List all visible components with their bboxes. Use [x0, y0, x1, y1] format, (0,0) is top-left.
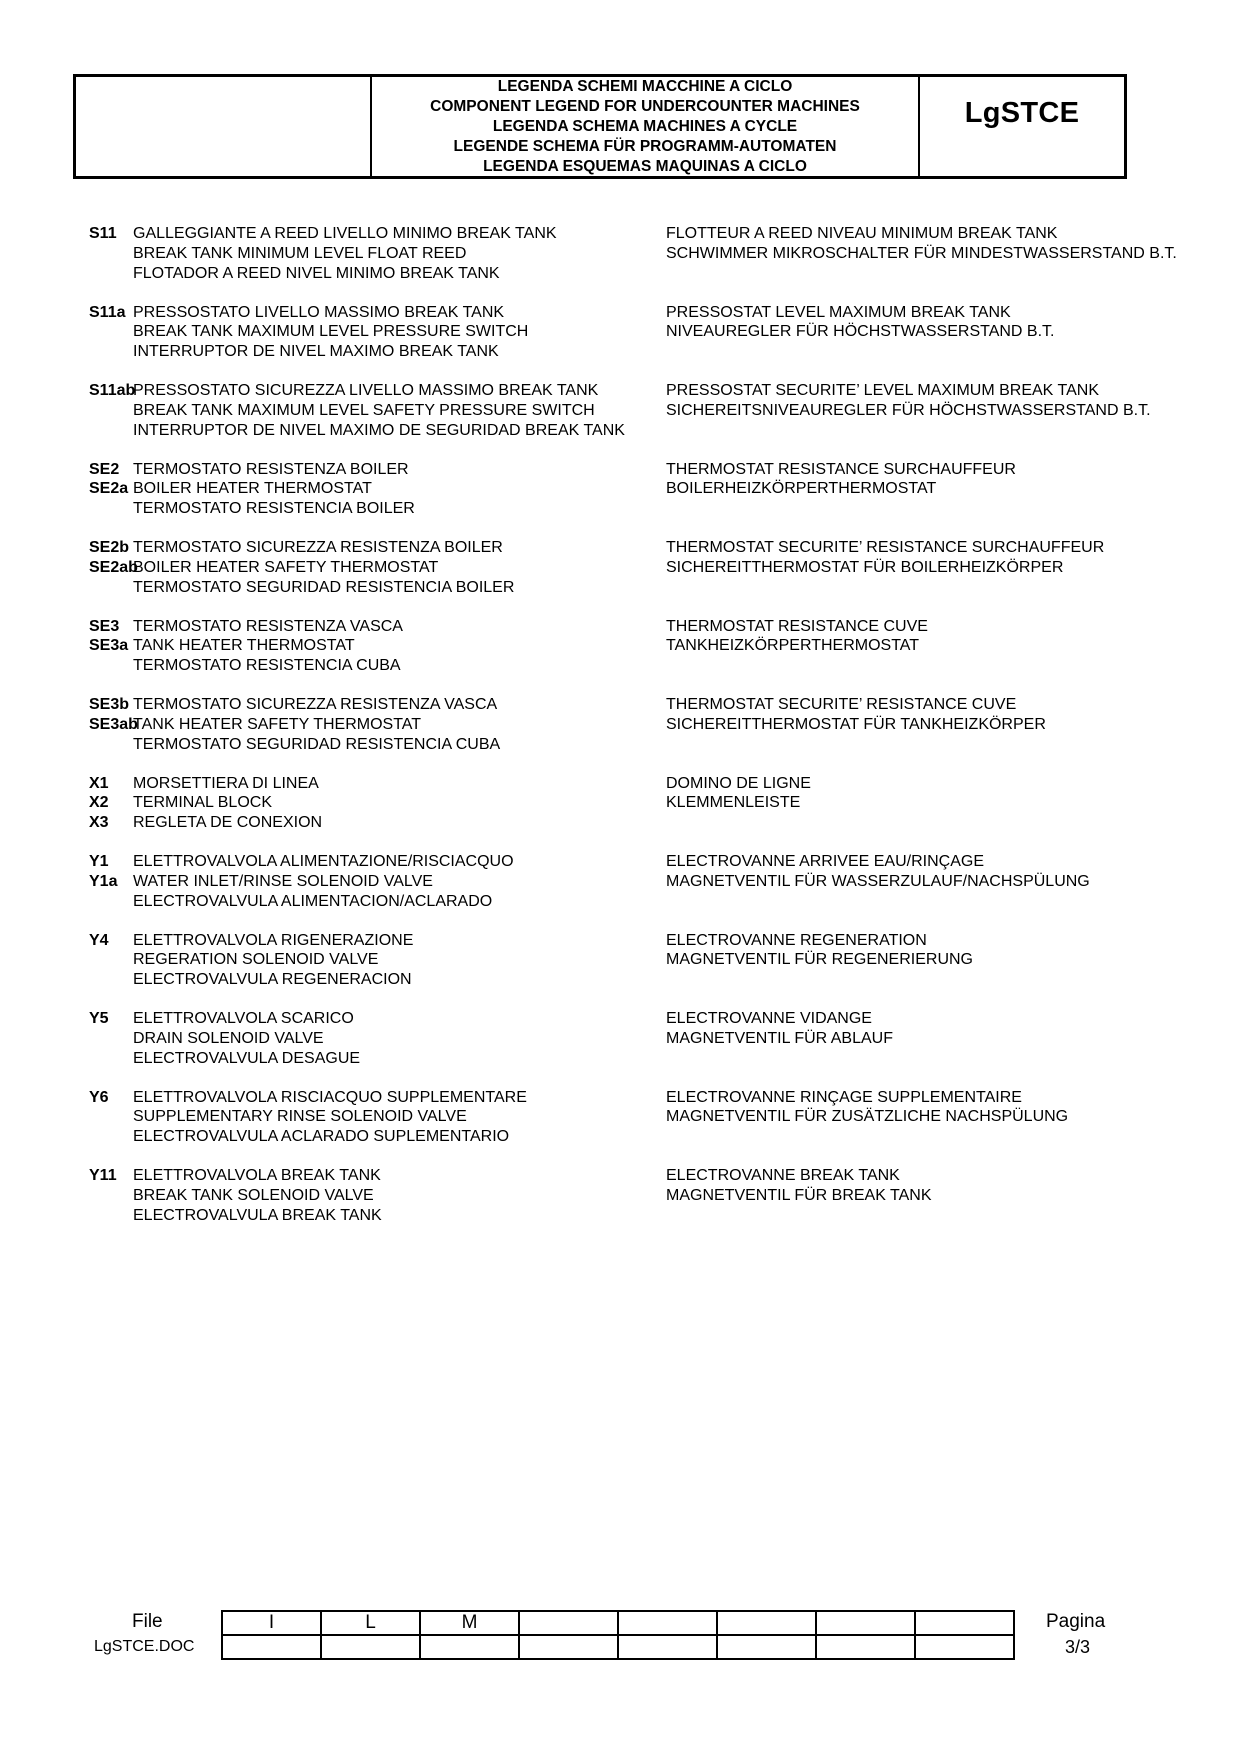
document-header	[73, 74, 1127, 179]
legend-entry	[89, 1088, 1229, 1167]
translation-line: SICHEREITTHERMOSTAT FÜR TANKHEIZKÖRPER	[666, 715, 1046, 733]
component-legend	[89, 224, 1229, 1245]
legend-entry	[89, 852, 1229, 931]
translation-line: SCHWIMMER MIKROSCHALTER FÜR MINDESTWASSERSTAND B.T.	[666, 244, 1177, 262]
revision-value-cell	[420, 1635, 519, 1659]
translation-line: PRESSOSTAT LEVEL MAXIMUM BREAK TANK	[666, 303, 1011, 321]
translation-line: MAGNETVENTIL FÜR BREAK TANK	[666, 1186, 932, 1204]
description-line: BREAK TANK MINIMUM LEVEL FLOAT REED	[133, 244, 467, 262]
description-line: WATER INLET/RINSE SOLENOID VALVE	[133, 872, 433, 890]
component-code: Y1a	[89, 872, 118, 890]
description-line: ELETTROVALVOLA RIGENERAZIONE	[133, 931, 414, 949]
legend-entry	[89, 303, 1229, 382]
component-codes	[89, 460, 139, 500]
component-codes	[89, 1166, 139, 1186]
component-code: Y1	[89, 853, 109, 870]
component-codes	[89, 931, 139, 951]
description-line: BREAK TANK MAXIMUM LEVEL PRESSURE SWITCH	[133, 323, 529, 341]
translation-line: KLEMMENLEISTE	[666, 794, 801, 812]
component-translation	[666, 931, 1226, 971]
revision-value-row	[222, 1635, 1014, 1659]
description-line: DRAIN SOLENOID VALVE	[133, 1029, 324, 1047]
description-line: TERMOSTATO RESISTENCIA CUBA	[133, 657, 401, 675]
description-line: REGERATION SOLENOID VALVE	[133, 951, 379, 969]
description-line: TERMOSTATO RESISTENCIA BOILER	[133, 500, 415, 518]
description-line: PRESSOSTATO LIVELLO MASSIMO BREAK TANK	[133, 303, 505, 321]
description-line: BREAK TANK SOLENOID VALVE	[133, 1186, 374, 1204]
component-code: S11ab	[89, 382, 136, 399]
component-codes	[89, 617, 139, 657]
component-code: Y5	[89, 1010, 109, 1027]
component-translation	[666, 538, 1226, 578]
legend-entry	[89, 695, 1229, 774]
header-title-en: COMPONENT LEGEND FOR UNDERCOUNTER MACHINES	[430, 98, 860, 115]
description-line: ELECTROVALVULA REGENERACION	[133, 971, 412, 989]
component-translation	[666, 774, 1226, 814]
component-description	[133, 538, 663, 597]
revision-value-cell	[717, 1635, 816, 1659]
revision-header-cell: L	[321, 1611, 420, 1635]
description-line: BOILER HEATER SAFETY THERMOSTAT	[133, 558, 439, 576]
component-code: SE3	[89, 617, 120, 635]
description-line: TERMOSTATO SICUREZZA RESISTENZA BOILER	[133, 539, 503, 556]
component-code: X2	[89, 794, 109, 812]
translation-line: THERMOSTAT SECURITE’ RESISTANCE SURCHAUFFEUR	[666, 539, 1105, 556]
translation-line: ELECTROVANNE BREAK TANK	[666, 1167, 900, 1184]
description-line: BOILER HEATER THERMOSTAT	[133, 480, 372, 498]
translation-line: SICHEREITTHERMOSTAT FÜR BOILERHEIZKÖRPER	[666, 558, 1064, 576]
translation-line: ELECTROVANNE VIDANGE	[666, 1010, 872, 1027]
translation-line: THERMOSTAT RESISTANCE CUVE	[666, 617, 928, 635]
component-codes	[89, 774, 139, 833]
translation-line: DOMINO DE LIGNE	[666, 774, 811, 792]
header-title-cell	[372, 77, 920, 176]
description-line: TERMOSTATO SICUREZZA RESISTENZA VASCA	[133, 696, 498, 713]
description-line: SUPPLEMENTARY RINSE SOLENOID VALVE	[133, 1108, 467, 1126]
component-description	[133, 774, 663, 833]
translation-line: THERMOSTAT RESISTANCE SURCHAUFFEUR	[666, 460, 1016, 478]
description-line: TERMOSTATO RESISTENZA VASCA	[133, 617, 403, 635]
translation-line: TANKHEIZKÖRPERTHERMOSTAT	[666, 637, 920, 655]
revision-header-cell	[717, 1611, 816, 1635]
revision-table	[221, 1610, 1015, 1660]
file-name: LgSTCE.DOC	[94, 1638, 195, 1655]
legend-entry	[89, 617, 1229, 696]
revision-header-cell	[816, 1611, 915, 1635]
revision-header-cell	[915, 1611, 1014, 1635]
description-line: TANK HEATER SAFETY THERMOSTAT	[133, 715, 422, 733]
component-translation	[666, 617, 1226, 657]
header-code-cell	[920, 77, 1124, 176]
component-code: SE3b	[89, 696, 130, 713]
component-codes	[89, 852, 139, 892]
description-line: REGLETA DE CONEXION	[133, 814, 323, 832]
component-code: SE2a	[89, 480, 129, 498]
component-codes	[89, 303, 139, 323]
revision-header-row	[222, 1611, 1014, 1635]
component-translation	[666, 381, 1226, 421]
component-code: SE2ab	[89, 558, 138, 576]
legend-entry	[89, 931, 1229, 1010]
component-translation	[666, 1009, 1226, 1049]
translation-line: MAGNETVENTIL FÜR ABLAUF	[666, 1029, 893, 1047]
description-line: TERMOSTATO RESISTENZA BOILER	[133, 460, 409, 478]
translation-line: MAGNETVENTIL FÜR ZUSÄTZLICHE NACHSPÜLUNG	[666, 1108, 1069, 1126]
revision-header-cell: M	[420, 1611, 519, 1635]
description-line: GALLEGGIANTE A REED LIVELLO MINIMO BREAK TANK	[133, 225, 557, 242]
translation-line: SICHEREITSNIVEAUREGLER FÜR HÖCHSTWASSERSTAND B.T.	[666, 401, 1151, 419]
revision-header-cell	[519, 1611, 618, 1635]
header-title-de: LEGENDE SCHEMA FÜR PROGRAMM-AUTOMATEN	[453, 138, 837, 155]
component-translation	[666, 303, 1226, 343]
header-title-it: LEGENDA SCHEMI MACCHINE A CICLO	[497, 78, 793, 95]
component-code: SE2	[89, 460, 120, 478]
component-codes	[89, 224, 139, 244]
component-code: SE3a	[89, 637, 129, 655]
revision-value-cell	[915, 1635, 1014, 1659]
translation-line: ELECTROVANNE REGENERATION	[666, 931, 927, 949]
translation-line: THERMOSTAT SECURITE’ RESISTANCE CUVE	[666, 696, 1017, 713]
description-line: ELECTROVALVULA BREAK TANK	[133, 1206, 382, 1224]
component-codes	[89, 538, 139, 578]
translation-line: NIVEAUREGLER FÜR HÖCHSTWASSERSTAND B.T.	[666, 323, 1055, 341]
component-description	[133, 695, 663, 754]
description-line: INTERRUPTOR DE NIVEL MAXIMO BREAK TANK	[133, 343, 499, 361]
revision-header-cell: I	[222, 1611, 321, 1635]
document-code: LgSTCE	[964, 97, 1080, 129]
description-line: ELECTROVALVULA ALIMENTACION/ACLARADO	[133, 892, 493, 910]
component-code: X1	[89, 774, 109, 792]
component-translation	[666, 1166, 1226, 1206]
description-line: ELETTROVALVOLA ALIMENTAZIONE/RISCIACQUO	[133, 853, 514, 870]
legend-entry	[89, 1166, 1229, 1245]
header-title-fr: LEGENDA SCHEMA MACHINES A CYCLE	[492, 118, 798, 135]
component-description	[133, 1009, 663, 1068]
legend-entry	[89, 774, 1229, 853]
component-translation	[666, 852, 1226, 892]
header-title-es: LEGENDA ESQUEMAS MAQUINAS A CICLO	[483, 158, 807, 175]
description-line: MORSETTIERA DI LINEA	[133, 774, 319, 792]
legend-entry	[89, 381, 1229, 460]
description-line: PRESSOSTATO SICUREZZA LIVELLO MASSIMO BREAK TANK	[133, 382, 599, 399]
translation-line: BOILERHEIZKÖRPERTHERMOSTAT	[666, 480, 937, 498]
description-line: ELECTROVALVULA ACLARADO SUPLEMENTARIO	[133, 1128, 510, 1146]
translation-line: ELECTROVANNE RINÇAGE SUPPLEMENTAIRE	[666, 1088, 1022, 1106]
component-code: SE3ab	[89, 715, 138, 733]
component-description	[133, 1088, 663, 1147]
translation-line: MAGNETVENTIL FÜR WASSERZULAUF/NACHSPÜLUNG	[666, 872, 1090, 890]
revision-value-cell	[618, 1635, 717, 1659]
component-code: SE2b	[89, 539, 130, 556]
document-footer	[0, 1606, 1240, 1666]
component-translation	[666, 695, 1226, 735]
component-description	[133, 852, 663, 911]
description-line: INTERRUPTOR DE NIVEL MAXIMO DE SEGURIDAD BREAK TANK	[133, 421, 625, 439]
description-line: BREAK TANK MAXIMUM LEVEL SAFETY PRESSURE SWITCH	[133, 401, 595, 419]
legend-entry	[89, 538, 1229, 617]
component-description	[133, 931, 663, 990]
description-line: FLOTADOR A REED NIVEL MINIMO BREAK TANK	[133, 264, 500, 282]
component-code: S11	[89, 225, 117, 242]
description-line: ELETTROVALVOLA BREAK TANK	[133, 1167, 381, 1184]
component-code: Y6	[89, 1088, 109, 1106]
translation-line: PRESSOSTAT SECURITE’ LEVEL MAXIMUM BREAK TANK	[666, 382, 1099, 399]
component-description	[133, 617, 663, 676]
description-line: TERMOSTATO SEGURIDAD RESISTENCIA BOILER	[133, 578, 515, 596]
description-line: TERMOSTATO SEGURIDAD RESISTENCIA CUBA	[133, 735, 501, 753]
component-codes	[89, 695, 139, 735]
legend-entry	[89, 224, 1229, 303]
page-number: 3/3	[1065, 1637, 1091, 1657]
component-description	[133, 303, 663, 362]
description-line: ELETTROVALVOLA RISCIACQUO SUPPLEMENTARE	[133, 1088, 527, 1106]
revision-value-cell	[222, 1635, 321, 1659]
legend-entry	[89, 460, 1229, 539]
description-line: ELECTROVALVULA DESAGUE	[133, 1049, 361, 1067]
page-label: Pagina	[1046, 1611, 1106, 1632]
component-description	[133, 1166, 663, 1225]
component-code: S11a	[89, 303, 126, 321]
description-line: TERMINAL BLOCK	[133, 794, 272, 812]
component-translation	[666, 224, 1226, 264]
revision-value-cell	[321, 1635, 420, 1659]
component-translation	[666, 460, 1226, 500]
component-codes	[89, 1009, 139, 1029]
component-code: X3	[89, 814, 109, 832]
component-description	[133, 224, 663, 283]
component-code: Y11	[89, 1167, 117, 1184]
legend-entry	[89, 1009, 1229, 1088]
header-logo-cell	[76, 77, 372, 176]
component-code: Y4	[89, 931, 109, 949]
description-line: ELETTROVALVOLA SCARICO	[133, 1010, 354, 1027]
translation-line: ELECTROVANNE ARRIVEE EAU/RINÇAGE	[666, 853, 984, 870]
translation-line: MAGNETVENTIL FÜR REGENERIERUNG	[666, 951, 973, 969]
component-codes	[89, 381, 139, 401]
revision-value-cell	[816, 1635, 915, 1659]
component-description	[133, 381, 663, 440]
component-description	[133, 460, 663, 519]
description-line: TANK HEATER THERMOSTAT	[133, 637, 355, 655]
component-codes	[89, 1088, 139, 1108]
file-label: File	[132, 1611, 163, 1632]
translation-line: FLOTTEUR A REED NIVEAU MINIMUM BREAK TANK	[666, 225, 1058, 242]
component-translation	[666, 1088, 1226, 1128]
revision-value-cell	[519, 1635, 618, 1659]
revision-header-cell	[618, 1611, 717, 1635]
